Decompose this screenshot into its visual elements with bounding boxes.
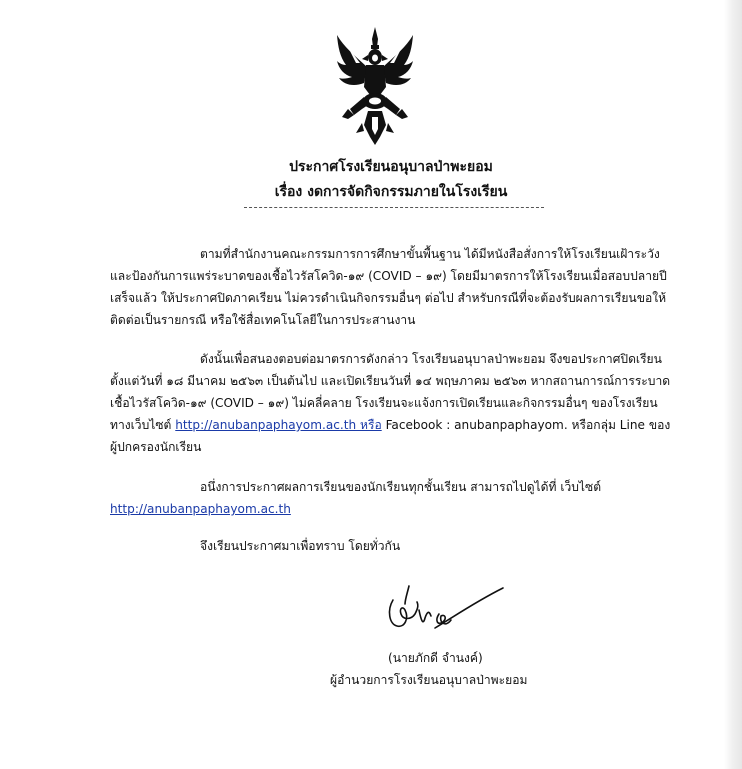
title-divider <box>244 207 544 208</box>
paragraph-2 <box>110 348 676 458</box>
closing-paragraph: จึงเรียนประกาศมาเพื่อทราบ โดยทั่วกัน <box>200 539 401 553</box>
website-link[interactable]: http://anubanpaphayom.ac.th หรือ <box>175 418 382 432</box>
announcement-subject: เรื่อง งดการจัดกิจกรรมภายในโรงเรียน <box>274 184 508 200</box>
paragraph-1: ตามที่สำนักงานคณะกรรมการการศึกษาขั้นพื้นฐาน ได้มีหนังสือสั่งการให้โรงเรียนเฝ้าระวังและป้องกันการแพร่ระบาดของเชื้อไวรัสโควิด-๑๙ (COVID – ๑๙) โดยมีมาตรการให้โรงเรียนเมื่อสอบปลายปีเสร็จแล้ว ให้ประกาศปิดภาคเรียน ไม่ควรดำเนินกิจกรรมอื่นๆ ต่อไป สำหรับกรณีที่จะต้องรับผลการเรียนขอให้ติดต่อเป็นรายกรณี หรือใช้สื่อเทคโนโลยีในการประสานงาน <box>110 247 667 327</box>
signer-position: ผู้อำนวยการโรงเรียนอนุบาลป่าพะยอม <box>330 673 528 687</box>
announcement-title: ประกาศโรงเรียนอนุบาลป่าพะยอม <box>289 159 493 175</box>
paragraph-2-text-a: ดังนั้นเพื่อสนองตอบต่อมาตรการดังกล่าว โรงเรียนอนุบาลป่าพะยอม จึงขอประกาศปิดเรียนตั้งแต่วันที่ ๑๘ มีนาคม ๒๕๖๓ เป็นต้นไป และเปิดเรียนวันที่ ๑๔ พฤษภาคม ๒๕๖๓ หากสถานการณ์การระบาดเชื้อไวรัสโควิด-๑๙ (COVID – ๑๙) ไม่คลี่คลาย โรงเรียนจะแจ้งการเปิดเรียนและกิจกรรมอื่นๆ ของโรงเรียนทางเว็บไซต์ <box>110 352 671 432</box>
paragraph-3-text: อนึ่งการประกาศผลการเรียนของนักเรียนทุกชั้นเรียน สามารถไปดูได้ที่ เว็บไซต์ <box>200 480 602 494</box>
paragraph-2-text-b: Facebook : anubanpaphayom. หรือกลุ่ม Line ของผู้ปกครองนักเรียน <box>110 418 671 454</box>
garuda-emblem-icon <box>334 25 416 147</box>
handwritten-signature <box>375 580 515 650</box>
signer-name: (นายภักดี จำนงค์) <box>388 651 483 665</box>
paragraph-3 <box>110 476 676 520</box>
results-website-link[interactable]: http://anubanpaphayom.ac.th <box>110 502 291 516</box>
